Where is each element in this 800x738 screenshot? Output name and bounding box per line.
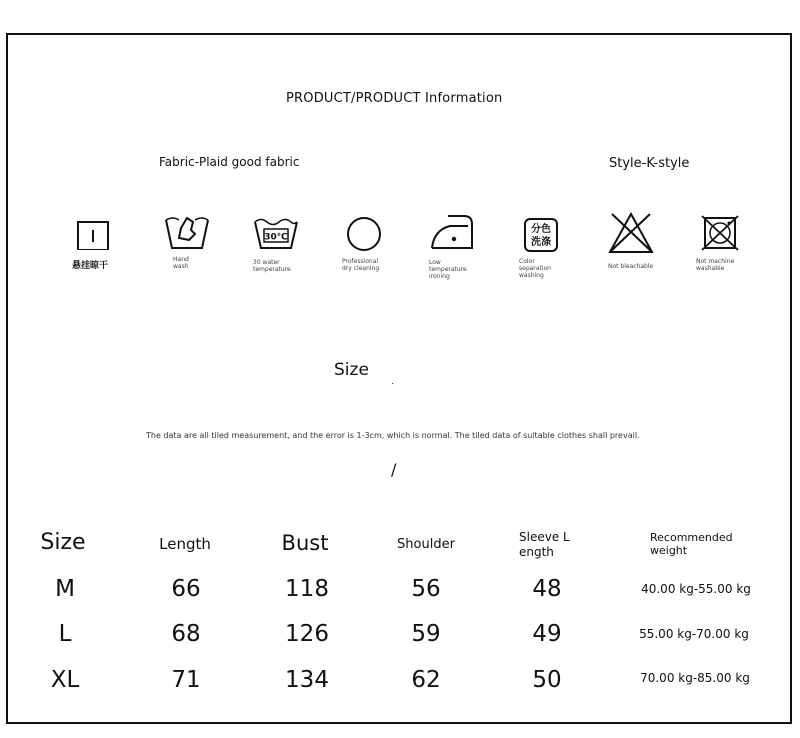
table-cell-sleeve: 49: [532, 621, 562, 647]
table-cell-sleeve: 50: [532, 667, 562, 693]
table-cell-weight: 70.00 kg-85.00 kg: [640, 671, 750, 685]
col-header-size: Size: [40, 530, 86, 555]
table-cell-length: 68: [171, 621, 201, 647]
hand-wash-label: Hand wash: [173, 256, 189, 270]
page-title: PRODUCT/PRODUCT Information: [286, 91, 503, 106]
table-cell-shoulder: 56: [411, 576, 441, 602]
hand-wash-icon: [163, 210, 223, 280]
wash-30-label: 30 water temperature: [253, 259, 291, 273]
measurement-note: The data are all tiled measurement, and the error is 1-3cm, which is normal. The tiled data of suitable clothes shall prevail.: [146, 431, 640, 440]
col-header-recommended-weight: Recommended weight: [650, 531, 733, 557]
section-divider-slash: /: [391, 460, 397, 479]
table-cell-length: 66: [171, 576, 201, 602]
iron-low-icon: [428, 210, 488, 280]
page-frame: [6, 33, 792, 724]
table-cell-size: XL: [50, 667, 80, 693]
color-separate-badge-top: 分色: [531, 224, 551, 235]
hang-dry-icon: [72, 210, 132, 280]
style-label: Style-K-style: [609, 156, 690, 171]
col-header-bust: Bust: [281, 531, 329, 555]
wash-30-icon: [252, 210, 312, 280]
size-heading-dot: .: [391, 377, 394, 387]
color-separate-label: Color separation washing: [519, 258, 551, 279]
iron-low-label: Low temperature ironing: [429, 259, 467, 280]
no-machine-wash-label: Not machine washable: [696, 258, 735, 272]
no-machine-wash-icon: [696, 210, 760, 280]
hang-dry-label: 悬挂晾干: [72, 261, 109, 271]
table-cell-bust: 126: [285, 621, 329, 647]
table-cell-sleeve: 48: [532, 576, 562, 602]
size-heading: Size: [334, 360, 369, 380]
col-header-length: Length: [159, 535, 211, 553]
table-cell-size: M: [55, 576, 75, 602]
table-cell-weight: 40.00 kg-55.00 kg: [641, 582, 751, 596]
table-cell-bust: 118: [285, 576, 329, 602]
table-cell-bust: 134: [285, 667, 329, 693]
table-cell-size: L: [58, 621, 72, 647]
col-header-shoulder: Shoulder: [397, 537, 455, 552]
wash-30-badge: 30℃: [264, 232, 288, 243]
no-bleach-icon: [606, 210, 666, 280]
table-cell-length: 71: [171, 667, 201, 693]
dry-clean-label: Professional dry cleaning: [342, 258, 380, 272]
no-bleach-label: Not bleachable: [608, 263, 654, 270]
color-separate-badge-bottom: 洗涤: [531, 237, 551, 248]
fabric-label: Fabric-Plaid good fabric: [159, 155, 300, 169]
table-cell-weight: 55.00 kg-70.00 kg: [639, 627, 749, 641]
color-separate-icon: [519, 210, 579, 280]
table-cell-shoulder: 59: [411, 621, 441, 647]
table-cell-shoulder: 62: [411, 667, 441, 693]
dry-clean-icon: [340, 210, 400, 280]
col-header-sleeve-length: Sleeve L ength: [519, 530, 570, 559]
